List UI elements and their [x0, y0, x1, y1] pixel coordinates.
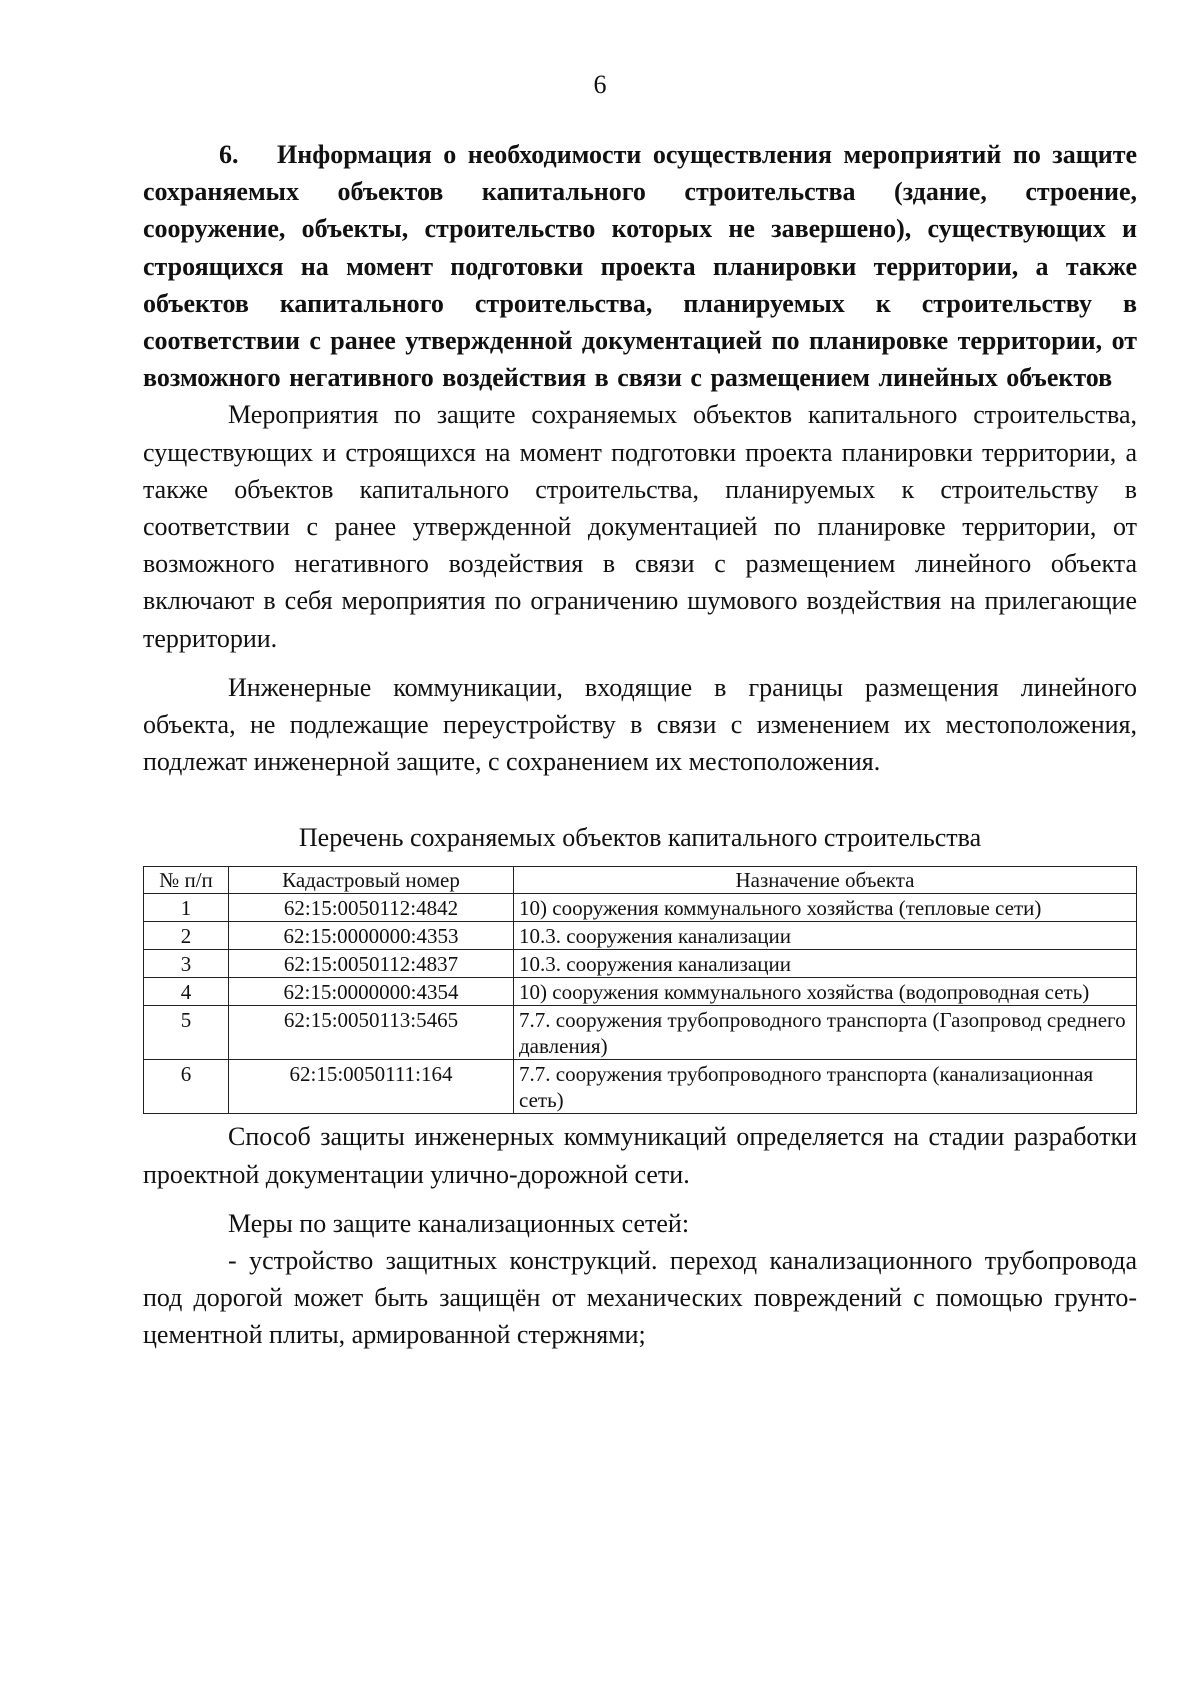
object-purpose-cell: 7.7. сооружения трубопроводного транспорта (канализационная сеть) [514, 1060, 1137, 1114]
table-row [144, 922, 1137, 950]
row-number-cell: 3 [144, 950, 229, 978]
table-row [144, 1006, 1137, 1060]
table-caption: Перечень сохраняемых объектов капитального строительства [298, 823, 982, 853]
object-purpose-cell: 7.7. сооружения трубопроводного транспорта (Газопровод среднего давления) [514, 1006, 1137, 1060]
section-number: 6. [219, 140, 239, 169]
document-body [143, 136, 1137, 1354]
header-row-number: № п/п [144, 867, 229, 894]
list-item-protective-structures: - устройство защитных конструкций. переход канализационного трубопровода под дорогой может быть защищён от механических повреждений с помощью грунто-цементной плиты, армированной стержнями; [143, 1246, 1137, 1350]
section-heading-text: Информация о необходимости осуществления мероприятий по защите сохраняемых объектов капитального строительства (здание, строение, сооружение, объекты, строительство которых не завершено), существующих и строящихся на момент подготовки проекта планировки территории, а также объектов капитального строительства, планируемых к строительству в соответствии с ранее утвержденной документацией по планировке территории, от возможного негативного воздействия в связи с размещением линейных объектов [143, 140, 1137, 393]
after-table-section [143, 1118, 1137, 1353]
cadastral-number-cell: 62:15:0000000:4353 [229, 922, 514, 950]
object-purpose-cell: 10.3. сооружения канализации [514, 922, 1137, 950]
table-header-row [144, 867, 1137, 894]
paragraph-engineering-utilities: Инженерные коммуникации, входящие в границы размещения линейного объекта, не подлежащие переустройству в связи с изменением их местоположения, подлежат инженерной защите, с сохранением их местоположения. [143, 672, 1137, 777]
header-cadastral-number: Кадастровый номер [229, 867, 514, 894]
cadastral-number-cell: 62:15:0050112:4837 [229, 950, 514, 978]
paragraph-noise-measures: Мероприятия по защите сохраняемых объектов капитального строительства, существующих и строящихся на момент подготовки проекта планировки территории, а также объектов капитального строительства, планируемых к строительству в соответствии с ранее утвержденной документацией по планировке территории, от возможного негативного воздействия в связи с размещением линейного объекта включают в себя мероприятия по ограничению шумового воздействия на прилегающие территории. [143, 400, 1137, 653]
table-row [144, 978, 1137, 1006]
page-number: 6 [593, 70, 607, 99]
paragraph-sewer-measures-title: Меры по защите канализационных сетей: [228, 1208, 690, 1238]
object-purpose-cell: 10) сооружения коммунального хозяйства (тепловые сети) [514, 894, 1137, 922]
object-purpose-cell: 10.3. сооружения канализации [514, 950, 1137, 978]
row-number-cell: 4 [144, 978, 229, 1006]
table-row [144, 894, 1137, 922]
cadastral-number-cell: 62:15:0050112:4842 [229, 894, 514, 922]
preserved-objects-table [143, 866, 1137, 1114]
table-row [144, 950, 1137, 978]
object-purpose-cell: 10) сооружения коммунального хозяйства (водопроводная сеть) [514, 978, 1137, 1006]
table-row [144, 1060, 1137, 1114]
header-object-purpose: Назначение объекта [514, 867, 1137, 894]
row-number-cell: 2 [144, 922, 229, 950]
paragraph-protection-method: Способ защиты инженерных коммуникаций определяется на стадии разработки проектной документации улично-дорожной сети. [143, 1122, 1137, 1189]
cadastral-number-cell: 62:15:0000000:4354 [229, 978, 514, 1006]
row-number-cell: 1 [144, 894, 229, 922]
cadastral-number-cell: 62:15:0050113:5465 [229, 1006, 514, 1060]
cadastral-number-cell: 62:15:0050111:164 [229, 1060, 514, 1114]
section-heading [143, 136, 1137, 396]
row-number-cell: 6 [144, 1060, 229, 1114]
row-number-cell: 5 [144, 1006, 229, 1060]
